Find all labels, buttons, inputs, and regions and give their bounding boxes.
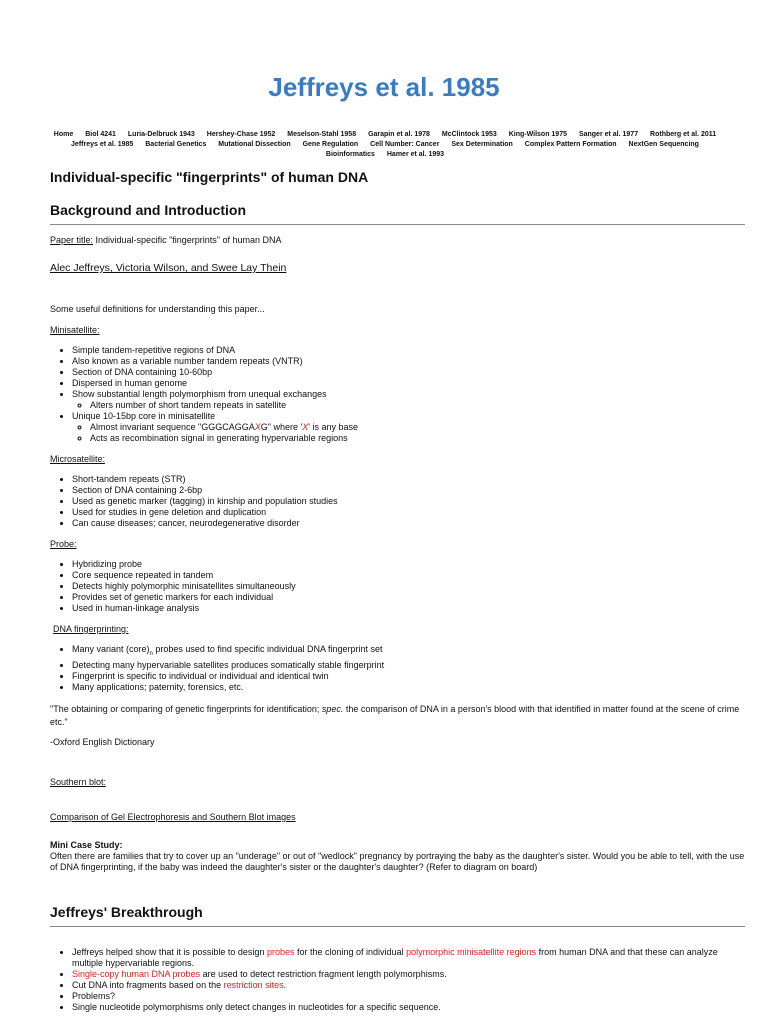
authors: Alec Jeffreys, Victoria Wilson, and Swee Lay Thein [50,262,287,274]
sequence-text-2: G" where ' [260,422,303,432]
nav-link-hamer[interactable]: Hamer et al. 1993 [386,151,445,158]
list-item: • Hybridizing probe [72,559,745,570]
quote-source: -Oxford English Dictionary [50,736,155,747]
intro-text: Some useful definitions for understanding this paper... [50,304,265,314]
nav-link-bioinformatics[interactable]: Bioinformatics [325,151,375,158]
nav-link-king-wilson[interactable]: King-Wilson 1975 [508,131,567,138]
list-item: • Core sequence repeated in tandem [72,570,745,581]
probe-list [50,559,745,614]
list-item: • Problems? [72,991,745,1002]
section-heading-background: Background and Introduction [50,205,745,225]
list-item: • Also known as a variable number tandem repeats (VNTR) [72,356,745,367]
list-item: • Fingerprint is specific to individual or individual and identical twin [72,671,745,682]
list-item: • Section of DNA containing 2-6bp [72,485,745,496]
probe-label: Probe: [50,539,77,549]
nav-link-sex-determination[interactable]: Sex Determination [451,141,513,148]
highlight-minisatellite-regions: polymorphic minisatellite regions [406,946,537,957]
highlight-probes: probes [266,946,295,957]
nav-bar [40,130,730,160]
nav-link-cell-number-cancer[interactable]: Cell Number: Cancer [370,141,440,148]
list-item [72,969,745,980]
list-item-text: Jeffreys helped show that it is possible to design [72,946,267,957]
sequence-x-2: X [302,422,309,432]
page-heading: Individual-specific "fingerprints" of human DNA [50,169,369,185]
comparison-link[interactable]: Comparison of Gel Electrophoresis and Southern Blot images [50,811,296,822]
nav-link-luria-delbruck[interactable]: Luria-Delbruck 1943 [127,131,195,138]
nav-link-gene-regulation[interactable]: Gene Regulation [302,141,359,148]
fingerprinting-list [50,644,745,693]
list-item [72,411,745,444]
site-title: Jeffreys et al. 1985 [268,72,500,102]
microsatellite-label: Microsatellite: [50,454,106,464]
quote-text-2: the comparison of DNA in a person's blood with that identified in matter found at the scene of crime etc." [50,703,740,727]
nav-link-nextgen[interactable]: NextGen Sequencing [628,141,699,148]
list-item-text-2: . [283,979,287,990]
sub-list-item: ◦ Acts as recombination signal in generating hypervariable regions [90,433,745,444]
microsatellite-list [50,474,745,529]
list-item-text: are used to detect restriction fragment length polymorphisms. [200,968,447,979]
list-item [72,980,745,991]
list-item: • Detects highly polymorphic minisatellites simultaneously [72,581,745,592]
sequence-text-3: ' is any base [308,422,358,432]
nav-link-mutational-dissection[interactable]: Mutational Dissection [218,141,291,148]
nav-link-complex-pattern[interactable]: Complex Pattern Formation [524,141,617,148]
quote-text: "The obtaining or comparing of genetic fingerprints for identification; [50,703,322,714]
nav-link-sanger[interactable]: Sanger et al. 1977 [578,131,639,138]
nav-link-biol-4241[interactable]: Biol 4241 [85,131,116,138]
dictionary-quote [50,703,745,729]
list-item: • Used in human-linkage analysis [72,603,745,614]
list-item: • Dispersed in human genome [72,378,745,389]
case-study-text: Often there are families that try to cover up an "underage" or out of "wedlock" pregnancy by portraying the baby as the daughter's sister. Would you be able to tell, with the use of DNA fingerprinting, if the baby was indeed the daughter's sister or the daughter's daughter? (Refer to diagram on board) [50,850,745,872]
nav-link-home[interactable]: Home [53,131,74,138]
fingerprinting-label: DNA fingerprinting: [53,624,129,634]
list-item: • Can cause diseases; cancer, neurodegenerative disorder [72,518,745,529]
list-item-text-2: probes used to find specific individual DNA fingerprint set [152,644,383,654]
nav-link-mcclintock[interactable]: McClintock 1953 [441,131,497,138]
list-item: • Used as genetic marker (tagging) in kinship and population studies [72,496,745,507]
sequence-text: Almost invariant sequence "GGGCAGGA [90,422,255,432]
list-item: • Used for studies in gene deletion and duplication [72,507,745,518]
list-item-text: Unique 10-15bp core in minisatellite [72,411,216,421]
nav-link-bacterial-genetics[interactable]: Bacterial Genetics [145,141,207,148]
list-item [72,389,745,411]
list-item: • Section of DNA containing 10-60bp [72,367,745,378]
list-item [72,947,745,969]
subscript-n: n [149,650,153,657]
list-item: • Simple tandem-repetitive regions of DNA [72,345,745,356]
case-study-title: Mini Case Study: [50,839,123,850]
sub-list [72,422,745,444]
list-item-text: Many variant (core) [72,644,150,654]
highlight-restriction-sites: restriction sites [223,979,284,990]
nav-link-hershey-chase[interactable]: Hershey-Chase 1952 [206,131,276,138]
southern-blot-label: Southern blot: [50,776,107,787]
minisatellite-label: Minisatellite: [50,325,100,335]
list-item-text-2: for the cloning of individual [294,946,407,957]
paper-title-text: Individual-specific "fingerprints" of human DNA [93,235,282,245]
sub-list-item-sequence [90,422,745,433]
paper-title-label: Paper title: [50,235,94,245]
quote-spec: spec. [321,703,344,714]
nav-link-jeffreys[interactable]: Jeffreys et al. 1985 [71,141,134,148]
section-heading-breakthrough: Jeffreys' Breakthrough [50,907,745,927]
list-item: • Many applications; paternity, forensics, etc. [72,682,745,693]
highlight-single-copy-probes: Single-copy human DNA probes [72,968,201,979]
list-item [72,644,745,660]
sub-list-item: ◦ Alters number of short tandem repeats in satellite [90,400,745,411]
sequence-x: X [254,422,261,432]
main-content [50,169,745,1013]
list-item-text: Show substantial length polymorphism from unequal exchanges [72,389,327,399]
list-item-text: Cut DNA into fragments based on the [72,979,224,990]
minisatellite-list [50,345,745,444]
sub-list [72,400,745,411]
nav-link-rothberg[interactable]: Rothberg et al. 2011 [650,131,717,138]
list-item-text-3: from human DNA and that these can analyze multiple hypervariable regions. [72,946,718,968]
nav-link-meselson-stahl[interactable]: Meselson-Stahl 1958 [287,131,357,138]
paper-title-line [50,235,745,246]
breakthrough-list [50,947,745,1013]
list-item: • Detecting many hypervariable satellites produces somatically stable fingerprint [72,660,745,671]
list-item: • Single nucleotide polymorphisms only detect changes in nucleotides for a specific sequence. [72,1002,745,1013]
nav-link-garapin[interactable]: Garapin et al. 1978 [368,131,430,138]
list-item: • Provides set of genetic markers for each individual [72,592,745,603]
list-item: • Short-tandem repeats (STR) [72,474,745,485]
